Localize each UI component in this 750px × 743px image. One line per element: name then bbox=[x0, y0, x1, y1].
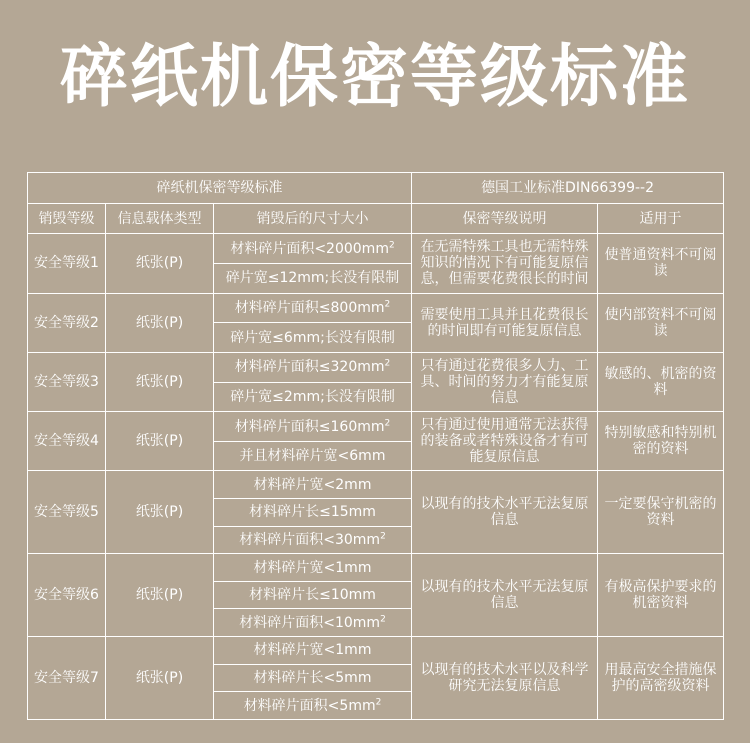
media-type-cell: 纸张(P) bbox=[106, 412, 214, 471]
security-description-cell: 只有通过使用通常无法获得的装备或者特殊设备才有可能复原信息 bbox=[412, 412, 598, 471]
security-description-cell: 在无需特殊工具也无需特殊知识的情况下有可能复原信息，但需要花费很长的时间 bbox=[412, 234, 598, 293]
header-description: 保密等级说明 bbox=[412, 203, 598, 234]
shred-size-cell bbox=[214, 609, 412, 637]
shred-size-cell bbox=[214, 554, 412, 582]
media-type-cell: 纸张(P) bbox=[106, 234, 214, 293]
usage-cell: 一定要保守机密的资料 bbox=[598, 471, 724, 554]
table-row bbox=[28, 352, 724, 382]
shred-size-text: 材料碎片面积≤160mm bbox=[234, 418, 385, 435]
shred-size-text: 材料碎片面积<30mm bbox=[239, 531, 381, 548]
caption-row bbox=[28, 173, 724, 204]
shred-size-text: 材料碎片面积≤320mm bbox=[234, 359, 385, 376]
shred-size-text: 材料碎片面积<5mm bbox=[243, 697, 376, 714]
shred-size-text: 材料碎片长≤10mm bbox=[249, 587, 376, 604]
security-level-cell: 安全等级5 bbox=[28, 471, 106, 554]
usage-cell: 使内部资料不可阅读 bbox=[598, 293, 724, 352]
shred-size-text: 并且材料碎片宽<6mm bbox=[239, 448, 386, 465]
security-level-table bbox=[27, 172, 724, 720]
shred-size-cell bbox=[214, 412, 412, 442]
usage-cell: 敏感的、机密的资料 bbox=[598, 352, 724, 411]
superscript: 2 bbox=[384, 299, 391, 310]
table-body bbox=[28, 173, 724, 720]
table-row bbox=[28, 471, 724, 499]
media-type-cell: 纸张(P) bbox=[106, 554, 214, 637]
superscript: 2 bbox=[384, 358, 391, 369]
security-level-cell: 安全等级4 bbox=[28, 412, 106, 471]
usage-cell: 用最高安全措施保护的高密级资料 bbox=[598, 637, 724, 720]
shred-size-text: 材料碎片宽<1mm bbox=[253, 559, 372, 576]
shred-size-text: 材料碎片长<5mm bbox=[253, 669, 372, 686]
shred-size-text: 碎片宽≤2mm;长没有限制 bbox=[230, 388, 395, 405]
security-level-cell: 安全等级7 bbox=[28, 637, 106, 720]
shred-size-cell bbox=[214, 637, 412, 665]
shred-size-text: 材料碎片面积<10mm bbox=[239, 614, 381, 631]
standard-name: 德国工业标准DIN66399--2 bbox=[412, 173, 724, 204]
shred-size-cell bbox=[214, 323, 412, 353]
page-title: 碎纸机保密等级标准 bbox=[59, 38, 690, 117]
shred-size-cell bbox=[214, 664, 412, 692]
shred-size-text: 碎片宽≤12mm;长没有限制 bbox=[225, 270, 400, 287]
shred-size-cell bbox=[214, 692, 412, 720]
shred-size-cell bbox=[214, 263, 412, 293]
shred-size-cell bbox=[214, 352, 412, 382]
shred-size-text: 材料碎片面积≤800mm bbox=[234, 299, 385, 316]
security-description-cell: 只有通过花费很多人力、工具、时间的努力才有能复原信息 bbox=[412, 352, 598, 411]
header-media: 信息载体类型 bbox=[106, 203, 214, 234]
superscript: 2 bbox=[384, 417, 391, 428]
shred-size-text: 材料碎片宽<1mm bbox=[253, 642, 372, 659]
shred-size-cell bbox=[214, 581, 412, 609]
media-type-cell: 纸张(P) bbox=[106, 471, 214, 554]
superscript: 2 bbox=[380, 614, 386, 625]
security-level-cell: 安全等级6 bbox=[28, 554, 106, 637]
superscript: 2 bbox=[380, 531, 386, 542]
shred-size-cell bbox=[214, 382, 412, 412]
media-type-cell: 纸张(P) bbox=[106, 293, 214, 352]
table-caption: 碎纸机保密等级标准 bbox=[28, 173, 412, 204]
header-size: 销毁后的尺寸大小 bbox=[214, 203, 412, 234]
table-row bbox=[28, 293, 724, 323]
shred-size-cell bbox=[214, 441, 412, 471]
usage-cell: 使普通资料不可阅读 bbox=[598, 234, 724, 293]
usage-cell: 有极高保护要求的机密资料 bbox=[598, 554, 724, 637]
security-level-cell: 安全等级1 bbox=[28, 234, 106, 293]
shred-size-cell bbox=[214, 499, 412, 527]
table-row bbox=[28, 412, 724, 442]
header-row bbox=[28, 203, 724, 234]
superscript: 2 bbox=[375, 696, 382, 707]
table-row bbox=[28, 554, 724, 582]
shred-size-text: 材料碎片面积<2000mm bbox=[230, 240, 389, 257]
table-row bbox=[28, 637, 724, 665]
security-level-cell: 安全等级3 bbox=[28, 352, 106, 411]
shred-size-cell bbox=[214, 526, 412, 554]
security-description-cell: 以现有的技术水平无法复原信息 bbox=[412, 554, 598, 637]
shred-size-cell bbox=[214, 234, 412, 264]
shred-size-text: 材料碎片宽<2mm bbox=[253, 476, 372, 493]
usage-cell: 特别敏感和特别机密的资料 bbox=[598, 412, 724, 471]
shred-size-cell bbox=[214, 471, 412, 499]
table-row bbox=[28, 234, 724, 264]
superscript: 2 bbox=[388, 240, 395, 250]
header-usage: 适用于 bbox=[598, 203, 724, 234]
security-description-cell: 需要使用工具并且花费很长的时间即有可能复原信息 bbox=[412, 293, 598, 352]
shred-size-cell bbox=[214, 293, 412, 323]
media-type-cell: 纸张(P) bbox=[106, 637, 214, 720]
security-level-cell: 安全等级2 bbox=[28, 293, 106, 352]
shred-size-text: 材料碎片长≤15mm bbox=[249, 504, 376, 521]
media-type-cell: 纸张(P) bbox=[106, 352, 214, 411]
header-level: 销毁等级 bbox=[28, 203, 106, 234]
shred-size-text: 碎片宽≤6mm;长没有限制 bbox=[230, 329, 395, 346]
security-description-cell: 以现有的技术水平无法复原信息 bbox=[412, 471, 598, 554]
security-description-cell: 以现有的技术水平以及科学研究无法复原信息 bbox=[412, 637, 598, 720]
